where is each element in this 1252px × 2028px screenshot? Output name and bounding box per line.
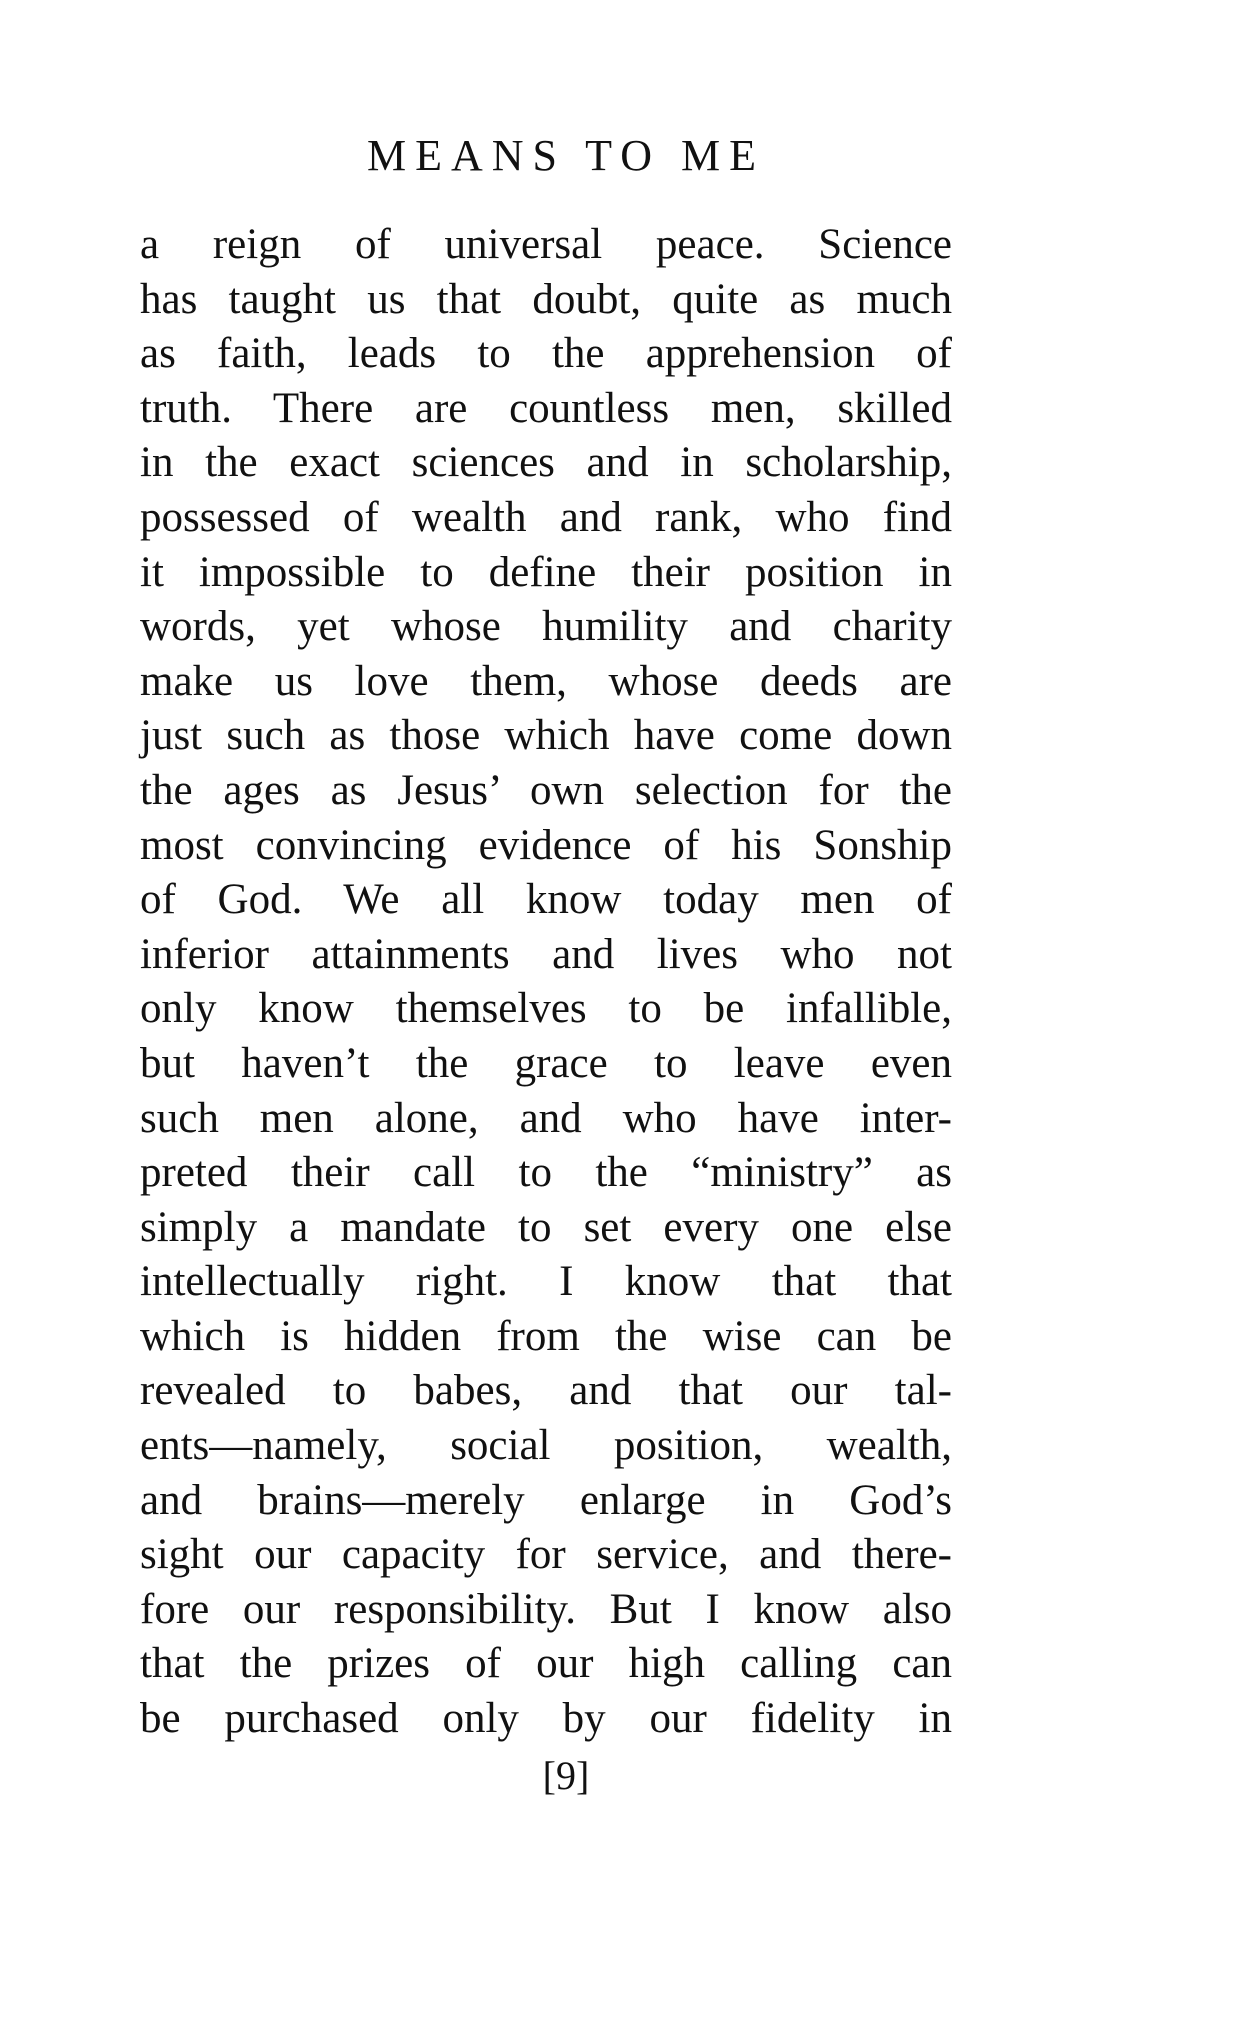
text-line: inferior attainments and lives who not [140, 930, 952, 978]
text-line: words, yet whose humility and charity [140, 603, 952, 651]
text-line: intellectually right. I know that that [140, 1258, 952, 1306]
text-line: a reign of universal peace. Science [140, 221, 952, 268]
page-number: [9] [542, 1753, 590, 1798]
body-text [140, 218, 952, 1747]
text-line: it impossible to define their position in [140, 548, 952, 596]
text-line: ents—namely, social position, wealth, [140, 1422, 952, 1470]
text-line: just such as those which have come down [140, 712, 952, 760]
text-line: most convincing evidence of his Sonship [140, 821, 952, 869]
text-line: that the prizes of our high calling can [140, 1640, 952, 1688]
text-line: sight our capacity for service, and there- [140, 1531, 952, 1579]
text-line: fore our responsibility. But I know also [140, 1585, 952, 1633]
text-line: revealed to babes, and that our tal- [140, 1367, 952, 1415]
text-line: in the exact sciences and in scholarship, [140, 439, 952, 487]
text-line: such men alone, and who have inter- [140, 1094, 952, 1142]
text-line: but haven’t the grace to leave even [140, 1039, 952, 1087]
text-line: has taught us that doubt, quite as much [140, 275, 952, 323]
text-line: only know themselves to be infallible, [140, 985, 952, 1033]
text-line: which is hidden from the wise can be [140, 1312, 952, 1360]
text-line: be purchased only by our fidelity in [140, 1695, 952, 1743]
text-line: truth. There are countless men, skilled [140, 384, 952, 432]
text-line: make us love them, whose deeds are [140, 657, 952, 705]
text-line: and brains—merely enlarge in God’s [140, 1476, 952, 1524]
running-head-title: MEANS TO ME [366, 131, 766, 180]
text-line: possessed of wealth and rank, who find [140, 493, 952, 541]
text-line: simply a mandate to set every one else [140, 1203, 952, 1251]
text-line: preted their call to the “ministry” as [140, 1149, 952, 1197]
text-line: the ages as Jesus’ own selection for the [140, 766, 952, 814]
text-line: as faith, leads to the apprehension of [140, 330, 952, 378]
text-line: of God. We all know today men of [140, 876, 952, 924]
